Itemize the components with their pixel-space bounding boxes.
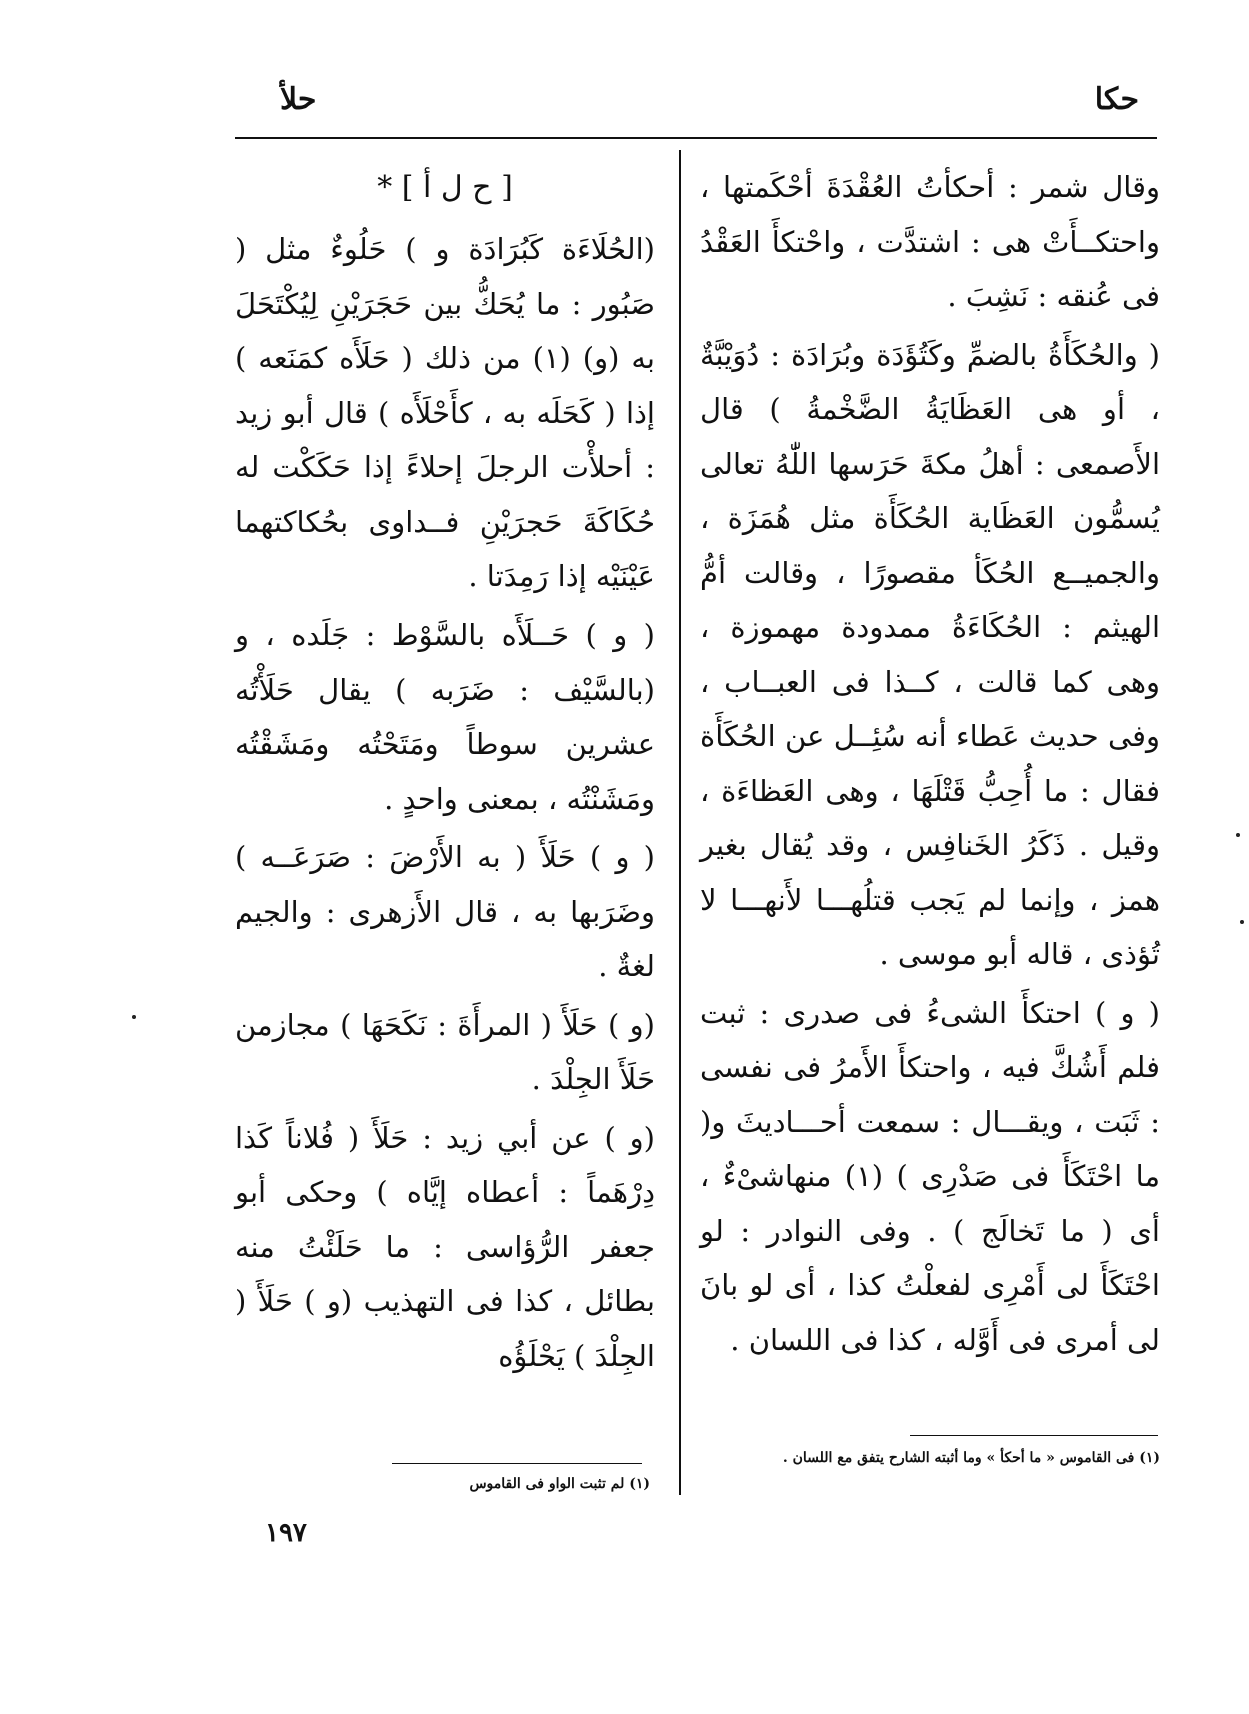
section-heading: [ ح ل أ ] * [377,170,513,205]
scan-speck [132,1015,136,1019]
footnote-right: (١) فى القاموس « ما أحكأ » وما أثبته الشارح يتفق مع اللسان . [782,1450,1160,1466]
running-head-left: حلأ [280,82,317,117]
left-paragraph-5: (و ) عن أبي زيد : حَلَأَ ( فُلاناً كَذا دِرْهَماً : أعطاه إيَّاه ) وحكى أبو جعفر الرُّؤاسى : ما حَلَئْتُ منه بطائل ، كذا فى التهذيب (و ) حَلَأَ ( الجِلْدَ ) يَحْلَؤُه [235,1120,655,1373]
left-paragraph-4: (و ) حَلَأَ ( المرأَةَ : نَكَحَهَا ) مجازمن حَلَأَ الجِلْدَ . [235,1007,655,1097]
right-paragraph-3: ( و ) احتكأَ الشىءُ فى صدرى : ثبت فلم أَشُكَّ فيه ، واحتكأَ الأَمرُ فى نفسى : ثَبَت ، ويقـــال : سمعت أحـــاديثَ و( ما احْتَكَأَ فى صَدْرِى ) (١) منهاشىْءٌ ، أى ( ما تَخالَج ) . وفى النوادر : لو احْتَكَأَ لى أَمْرِى لفعلْتُ كذا ، أى لو بانَ لى أمرى فى أَوَّله ، كذا فى اللسان . [700,995,1160,1357]
scan-speck [1236,833,1240,837]
footnote-left: (١) لم تثبت الواو فى القاموس [469,1476,650,1492]
left-paragraph-3: ( و ) حَلَأَ ( به الأَرْضَ : صَرَعَــه ) وضَرَبها به ، قال الأَزهرى : والجيم لغةٌ . [235,840,655,984]
right-paragraph-2: ( والحُكَأَةُ بالضمِّ وكَتُؤَدَة وبُرَادَة : دُوَيْبَّةٌ ، أو هى العَظَايَةُ الضَّخْمةُ ) قال الأَصمعى : أهلُ مكةَ حَرَسها اللّٰهُ تعالى يُسمُّون العَظَاية الحُكَأَة مثل هُمَزَة ، والجميــع الحُكَأ مقصورًا ، وقالت أمُّ الهيثم : الحُكَاءَةُ ممدودة مهموزة ، وهى كما قالت ، كــذا فى العبــاب ، وفى حديث عَطاء أنه سُئِــل عن الحُكَأَة فقال : ما أُحِبُّ قَتْلَهَا ، وهى العَظاءَة ، وقيل . ذَكَرُ الخَنافِس ، وقد يُقال بغير همز ، وإنما لم يَجب قتلُهـــا لأَنهـــا لا تُؤذى ، قاله أبو موسى . [700,337,1160,972]
left-paragraph-2: ( و ) حَــلَأَه بالسَّوْط : جَلَده ، و (بالسَّيْف : ضَرَبه ) يقال حَلَأْتُه عشرين سوطاً ومَتَحْتُه ومَشَقْتُه ومَشَنْتُه ، بمعنى واحدٍ . [235,618,655,816]
column-divider [679,150,681,1495]
header-rule [235,137,1157,139]
page-number: ١٩٧ [265,1518,307,1548]
left-paragraph-1: (الحُلَاءَة كَبُرَادَة و ) حَلُوءٌ مثل ( صَبُور : ما يُحَكُّ بين حَجَرَيْنِ لِيُكْتَحَلَ به (و) (١) من ذلك ( حَلَأَه كمَنَعه ) إذا ( كَحَلَه به ، كأَحْلَأَه ) قال أبو زيد : أحلأْت الرجلَ إحلاءً إذا حَكَكْت له حُكَاكَةَ حَجرَيْنِ فــداوى بحُكاكتهما عَيْنَيْه إذا رَمِدَتا . [235,232,655,594]
left-column [235,160,655,1387]
scan-speck [1240,920,1244,924]
right-paragraph-1: وقال شمر : أحكأتُ العُقْدَةَ أحْكَمتها ، واحتكــأَتْ هى : اشتدَّت ، واحْتكأَ العَقْدُ فى عُنقه : نَشِبَ . [700,170,1160,314]
footnote-rule-left [392,1463,642,1464]
running-head-right: حكا [1094,82,1139,117]
right-column [700,160,1160,1371]
footnote-rule-right [910,1435,1158,1436]
